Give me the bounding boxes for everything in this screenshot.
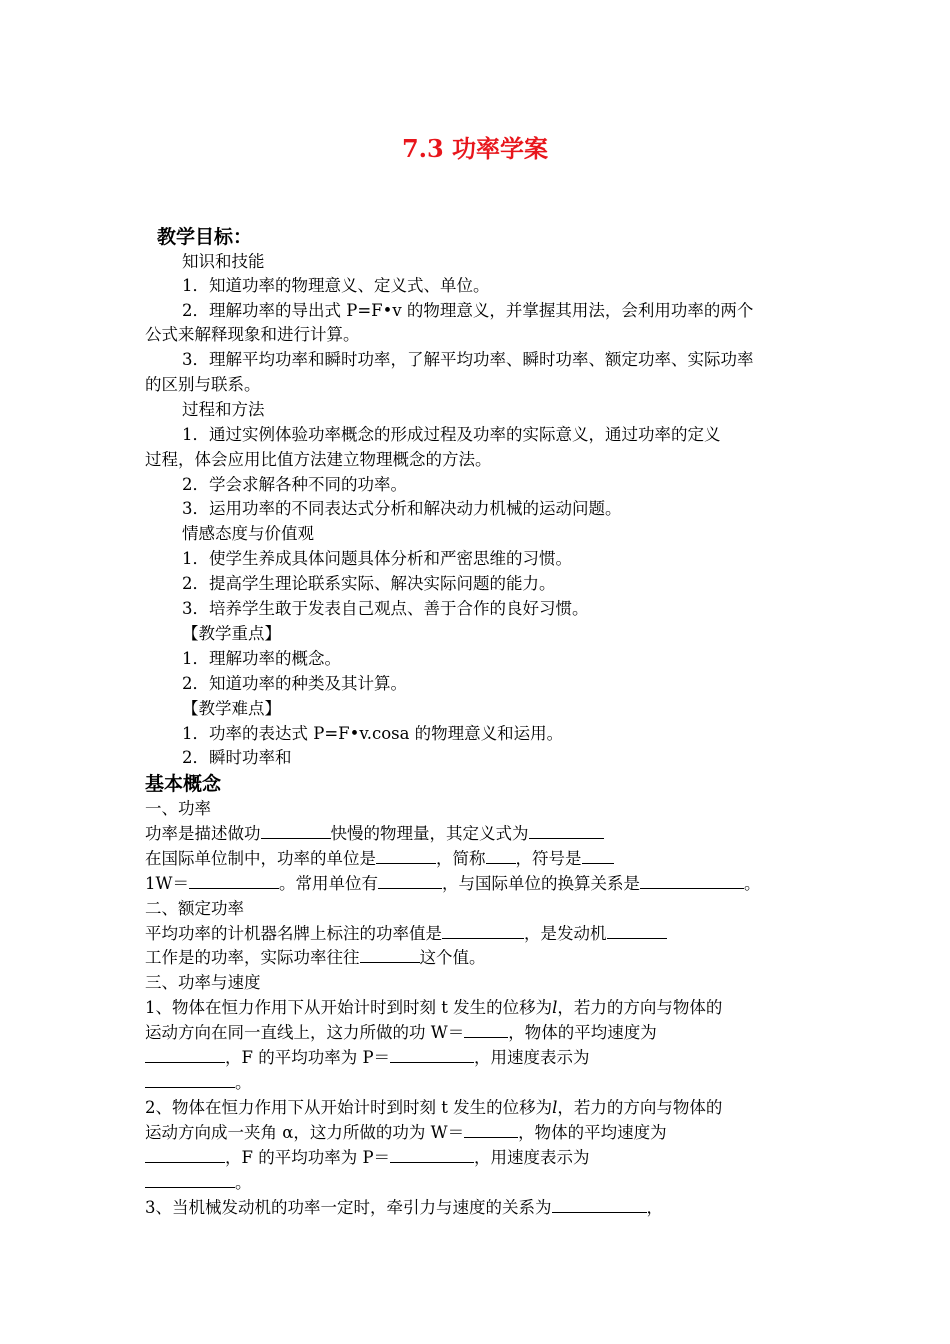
fill-blank[interactable] bbox=[552, 1196, 647, 1213]
fill-blank[interactable] bbox=[582, 847, 614, 864]
text-line: 2．瞬时功率和 bbox=[182, 748, 292, 767]
text-line: 公式来解释现象和进行计算。 bbox=[145, 325, 360, 344]
text-line: 运动方向在同一直线上，这力所做的功 W＝ ，物体的平均速度为 bbox=[145, 1023, 657, 1042]
document-title: 7.3 功率学案 bbox=[401, 134, 549, 163]
fill-blank[interactable] bbox=[145, 1171, 235, 1188]
fill-blank[interactable] bbox=[145, 1071, 235, 1088]
text-line: 功率是描述做功 快慢的物理量，其定义式为 bbox=[145, 822, 604, 846]
fill-blank[interactable] bbox=[390, 1146, 474, 1163]
fill-blank[interactable] bbox=[607, 922, 667, 939]
fill-blank[interactable] bbox=[378, 872, 442, 889]
text-line: 知识和技能 bbox=[182, 252, 265, 271]
text-line: 1．理解功率的概念。 bbox=[182, 649, 341, 668]
text-line: 1、物体在恒力作用下从开始计时到时刻 t 发生的位移为l，若力的方向与物体的 bbox=[145, 998, 723, 1017]
text-line: 2、物体在恒力作用下从开始计时到时刻 t 发生的位移为l，若力的方向与物体的 bbox=[145, 1098, 723, 1117]
text-line: 工作是的功率，实际功率往往 这个值。 bbox=[145, 948, 486, 967]
text-line: 3．理解平均功率和瞬时功率，了解平均功率、瞬时功率、额定功率、实际功率 bbox=[182, 350, 754, 369]
text-line: 2．学会求解各种不同的功率。 bbox=[182, 475, 407, 494]
text-line: 1．知道功率的物理意义、定义式、单位。 bbox=[182, 276, 490, 295]
text-line: 1W＝ 。常用单位有 ，与国际单位的换算关系是 。 bbox=[145, 874, 761, 893]
section-rated-power-heading: 二、额定功率 bbox=[145, 899, 244, 918]
section-power-heading: 一、功率 bbox=[145, 799, 211, 818]
fill-blank[interactable] bbox=[376, 847, 436, 864]
text-line: 1．功率的表达式 P=F•v.cosa 的物理意义和运用。 bbox=[182, 724, 564, 743]
text-line: 过程，体会应用比值方法建立物理概念的方法。 bbox=[145, 450, 492, 469]
basic-concepts-heading: 基本概念 bbox=[145, 773, 222, 795]
text-line: 情感态度与价值观 bbox=[182, 524, 314, 543]
text-line: 在国际单位制中，功率的单位是 ，简称 ，符号是 bbox=[145, 847, 614, 871]
text-line: 平均功率的计机器名牌上标注的功率值是 ，是发动机 bbox=[145, 922, 667, 946]
fill-blank[interactable] bbox=[486, 847, 516, 864]
text-line: 过程和方法 bbox=[182, 400, 265, 419]
text-line: 3、当机械发动机的功率一定时，牵引力与速度的关系为 ， bbox=[145, 1198, 663, 1217]
text-line: 2．知道功率的种类及其计算。 bbox=[182, 674, 407, 693]
teaching-goals-heading: 教学目标： bbox=[157, 226, 253, 248]
text-line: 2．提高学生理论联系实际、解决实际问题的能力。 bbox=[182, 574, 556, 593]
text-line: 3．运用功率的不同表达式分析和解决动力机械的运动问题。 bbox=[182, 499, 622, 518]
text-line: ，F 的平均功率为 P＝ ，用速度表示为 bbox=[145, 1046, 590, 1070]
fill-blank[interactable] bbox=[529, 822, 604, 839]
difficulties-heading: 【教学难点】 bbox=[182, 699, 281, 718]
fill-blank[interactable] bbox=[464, 1121, 518, 1138]
key-points-heading: 【教学重点】 bbox=[182, 624, 281, 643]
text-line: ，F 的平均功率为 P＝ ，用速度表示为 bbox=[145, 1146, 590, 1170]
fill-blank[interactable] bbox=[640, 872, 744, 889]
fill-blank[interactable] bbox=[261, 822, 331, 839]
fill-blank[interactable] bbox=[360, 946, 420, 963]
fill-blank[interactable] bbox=[390, 1046, 474, 1063]
section-power-speed-heading: 三、功率与速度 bbox=[145, 973, 261, 992]
fill-blank[interactable] bbox=[464, 1021, 508, 1038]
fill-blank[interactable] bbox=[442, 922, 524, 939]
text-line: 2．理解功率的导出式 P=F•v 的物理意义，并掌握其用法，会利用功率的两个 bbox=[182, 301, 754, 320]
text-line: 。 bbox=[145, 1171, 252, 1195]
text-line: 的区别与联系。 bbox=[145, 375, 261, 394]
text-line: 1．使学生养成具体问题具体分析和严密思维的习惯。 bbox=[182, 549, 572, 568]
text-line: 1．通过实例体验功率概念的形成过程及功率的实际意义，通过功率的定义 bbox=[182, 425, 721, 444]
text-line: 3．培养学生敢于发表自己观点、善于合作的良好习惯。 bbox=[182, 599, 589, 618]
text-line: 。 bbox=[145, 1071, 252, 1095]
fill-blank[interactable] bbox=[145, 1046, 225, 1063]
fill-blank[interactable] bbox=[145, 1146, 225, 1163]
fill-blank[interactable] bbox=[189, 872, 279, 889]
text-line: 运动方向成一夹角 α，这力所做的功为 W＝ ，物体的平均速度为 bbox=[145, 1123, 667, 1142]
